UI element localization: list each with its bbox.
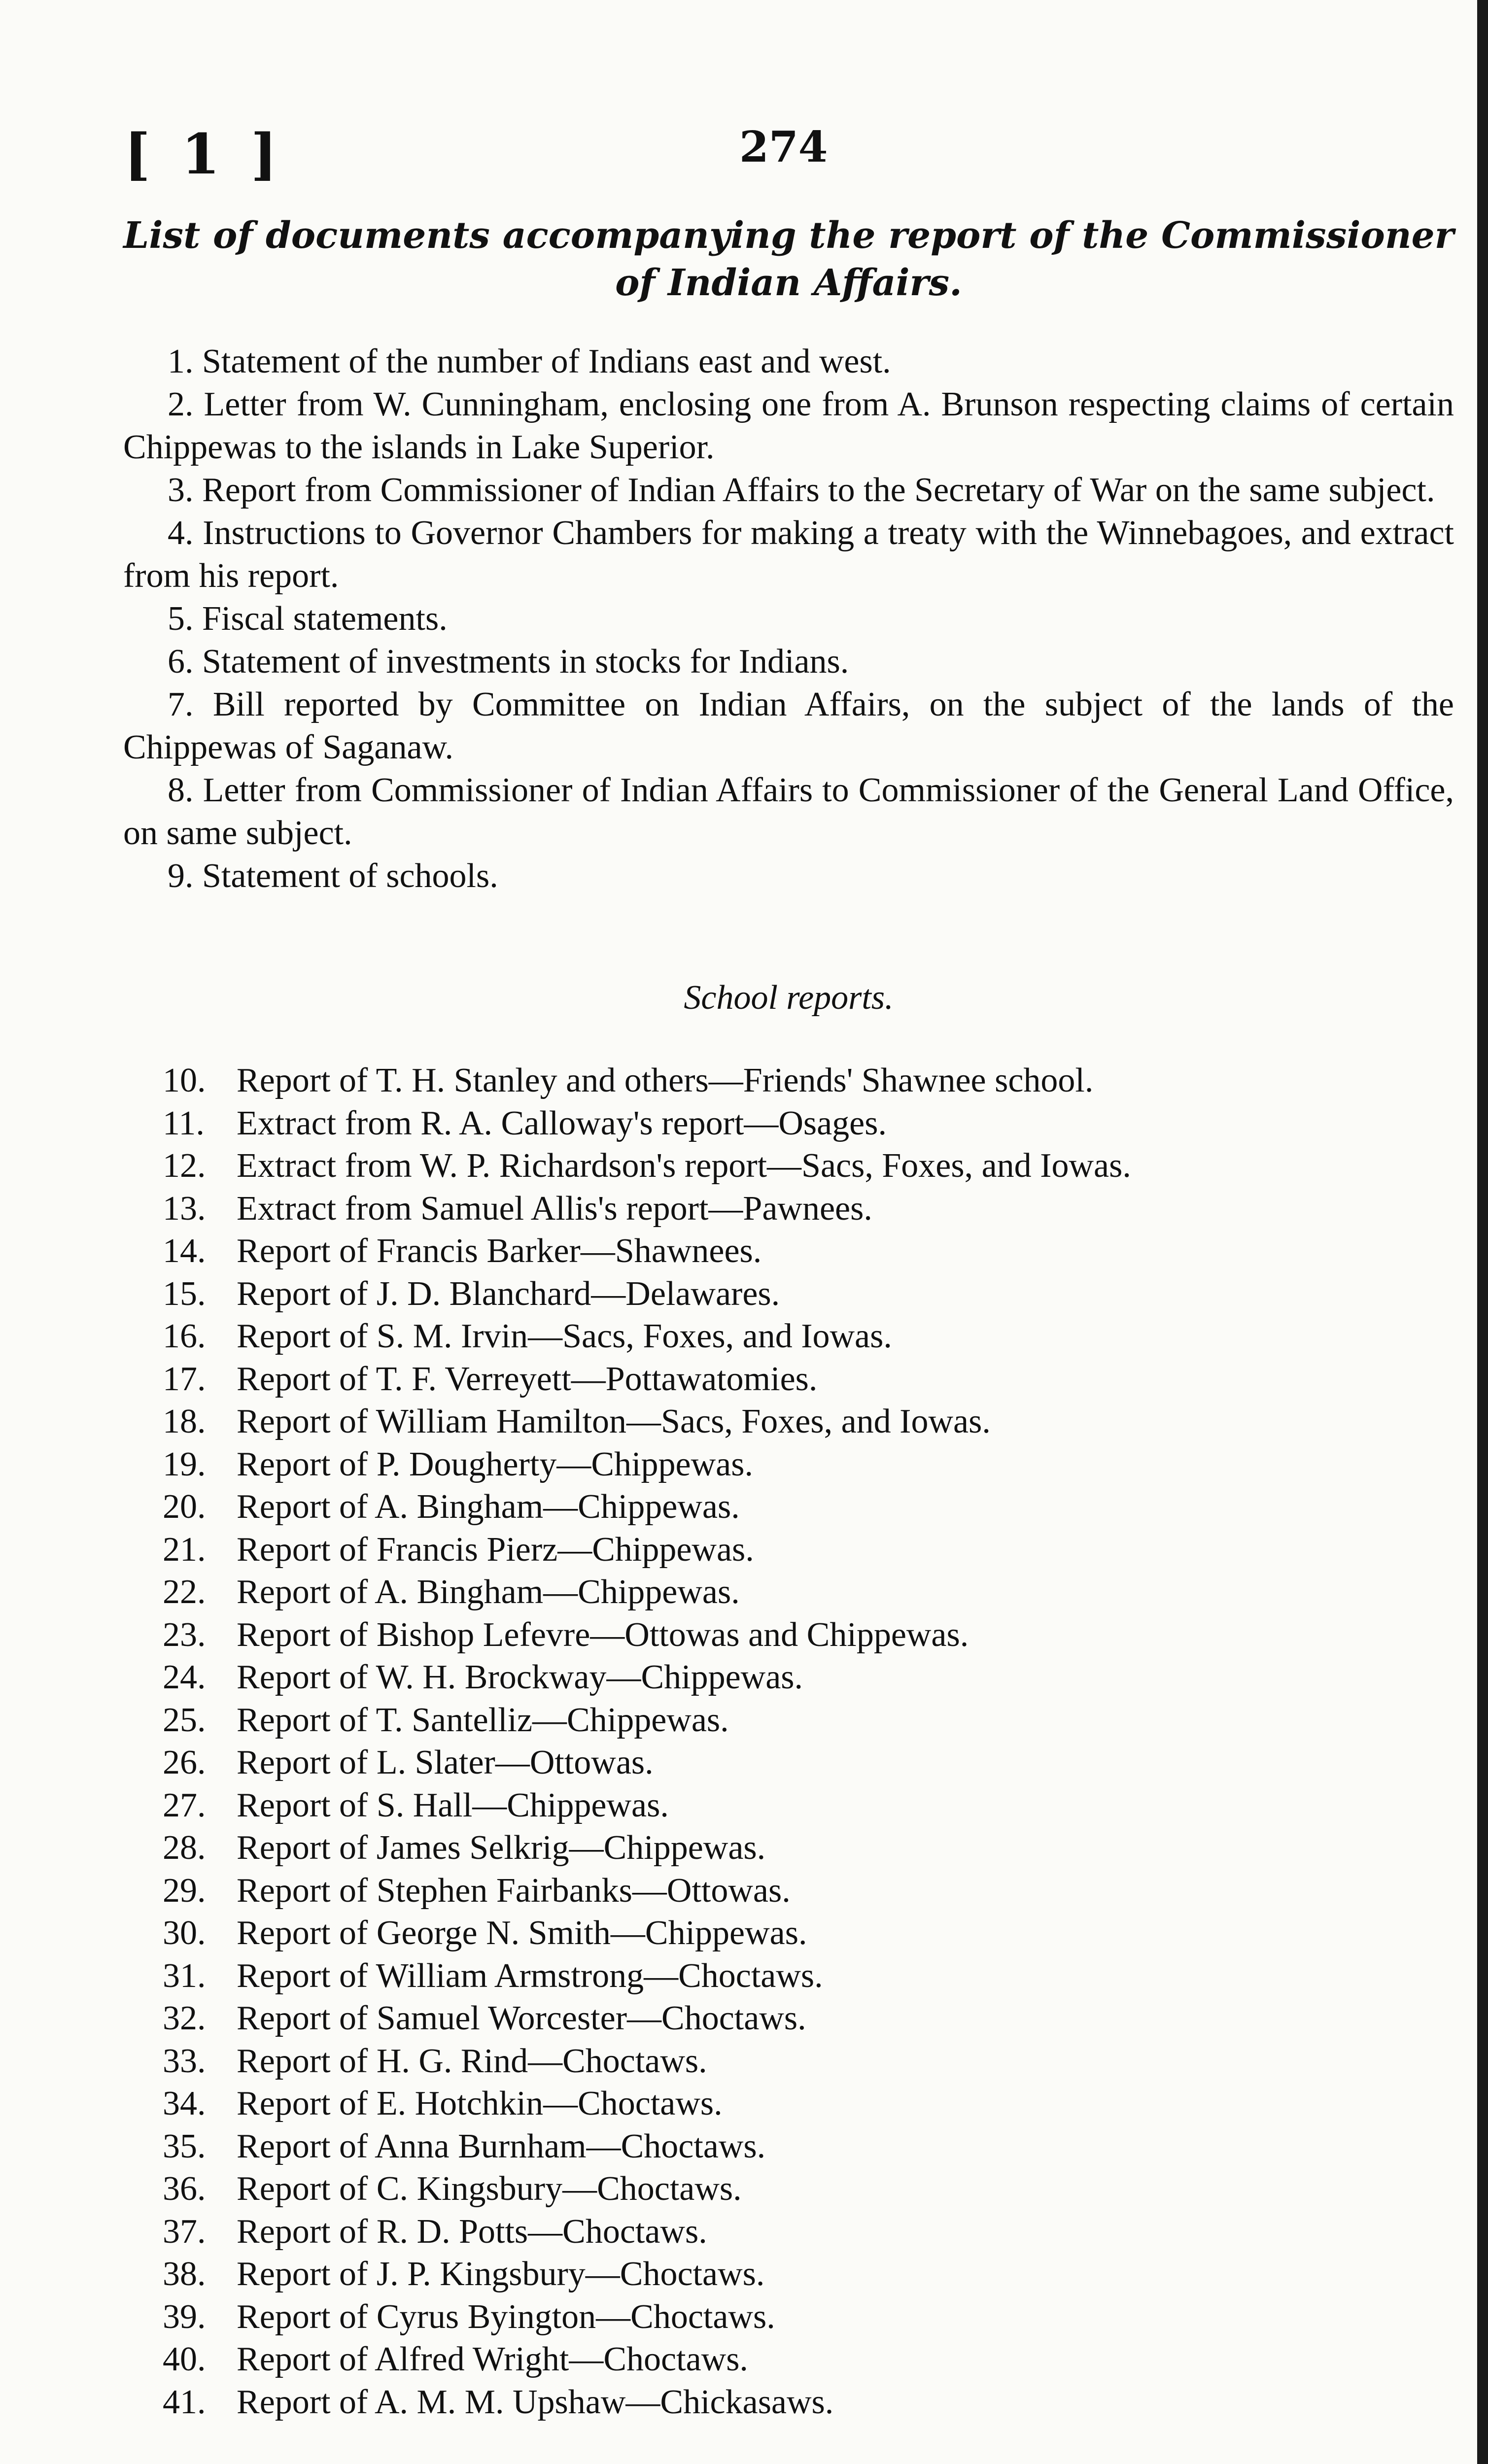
list-item <box>123 469 1454 512</box>
item-text: Report of Alfred Wright—Choctaws. <box>237 2340 748 2378</box>
item-number: 16. <box>163 1317 206 1355</box>
item-text: Extract from Samuel Allis's report—Pawnees. <box>237 1189 872 1228</box>
page-number: 274 <box>739 122 828 172</box>
item-text: Report of J. D. Blanchard—Delawares. <box>237 1274 780 1313</box>
item-text: Statement of the number of Indians east and west. <box>202 342 891 380</box>
list-item <box>163 2253 1395 2296</box>
item-number: 39. <box>163 2297 206 2336</box>
list-item <box>163 2296 1395 2339</box>
item-number: 38. <box>163 2255 206 2293</box>
item-number: 40. <box>163 2340 206 2378</box>
item-number: 37. <box>163 2212 206 2251</box>
list-item <box>163 1486 1395 1529</box>
item-text: Report of A. M. M. Upshaw—Chickasaws. <box>237 2383 834 2421</box>
item-number: 7. <box>168 685 194 723</box>
item-number: 3. <box>168 471 194 509</box>
item-number: 4. <box>168 514 194 552</box>
list-item <box>163 1443 1395 1486</box>
list-item <box>123 640 1454 683</box>
list-item <box>163 1401 1395 1443</box>
item-number: 10. <box>163 1061 206 1099</box>
item-number: 9. <box>168 857 194 895</box>
item-number: 15. <box>163 1274 206 1313</box>
list-item <box>123 512 1454 597</box>
item-text: Report of Bishop Lefevre—Ottowas and Chippewas. <box>237 1615 969 1654</box>
list-item <box>163 1997 1395 2040</box>
list-item <box>163 2381 1395 2424</box>
item-number: 26. <box>163 1744 206 1781</box>
item-number: 24. <box>163 1658 206 1696</box>
item-number: 28. <box>163 1829 206 1867</box>
list-item <box>163 1656 1395 1699</box>
list-item <box>163 1571 1395 1614</box>
item-text: Report from Commissioner of Indian Affairs to the Secretary of War on the same subject. <box>202 471 1435 509</box>
item-number: 23. <box>163 1615 206 1654</box>
item-text: Report of Cyrus Byington—Choctaws. <box>237 2297 775 2336</box>
list-item <box>163 2040 1395 2083</box>
item-number: 14. <box>163 1232 206 1270</box>
list-item <box>163 1102 1395 1145</box>
list-item <box>163 1827 1395 1870</box>
list-item <box>163 1784 1395 1827</box>
item-text: Report of W. H. Brockway—Chippewas. <box>237 1658 803 1696</box>
item-text: Report of George N. Smith—Chippewas. <box>237 1914 807 1952</box>
item-text: Extract from R. A. Calloway's report—Osages. <box>237 1104 887 1142</box>
list-item <box>163 1699 1395 1742</box>
item-text: Fiscal statements. <box>202 600 448 638</box>
item-number: 5. <box>168 600 194 638</box>
list-item <box>163 2211 1395 2254</box>
list-item <box>163 1358 1395 1401</box>
item-number: 12. <box>163 1147 206 1185</box>
list-item <box>163 1188 1395 1231</box>
item-number: 22. <box>163 1573 206 1611</box>
documents-list <box>123 340 1454 897</box>
item-number: 27. <box>163 1786 206 1824</box>
item-text: Report of William Armstrong—Choctaws. <box>237 1956 823 1995</box>
item-text: Report of William Hamilton—Sacs, Foxes, and Iowas. <box>237 1403 991 1440</box>
item-number: 21. <box>163 1530 206 1569</box>
item-text: Report of Anna Burnham—Choctaws. <box>237 2127 766 2165</box>
item-text: Instructions to Governor Chambers for making a treaty with the Winnebagoes, and extract from his report. <box>123 514 1454 595</box>
item-text: Report of C. Kingsbury—Choctaws. <box>237 2170 742 2208</box>
list-item <box>123 340 1454 383</box>
list-item <box>163 2083 1395 2125</box>
list-item <box>163 2168 1395 2211</box>
item-text: Report of Samuel Worcester—Choctaws. <box>237 1999 806 2037</box>
item-text: Report of A. Bingham—Chippewas. <box>237 1573 740 1611</box>
list-item <box>163 1614 1395 1657</box>
item-text: Statement of investments in stocks for Indians. <box>202 643 849 681</box>
item-number: 18. <box>163 1403 206 1440</box>
item-number: 2. <box>168 385 194 423</box>
item-text: Extract from W. P. Richardson's report—Sacs, Foxes, and Iowas. <box>237 1147 1131 1185</box>
item-text: Report of E. Hotchkin—Choctaws. <box>237 2085 723 2122</box>
school-reports-list <box>163 1060 1395 2424</box>
item-number: 35. <box>163 2127 206 2165</box>
document-title: List of documents accompanying the report of the Commissioner of Indian Affairs. <box>123 214 1454 304</box>
item-number: 34. <box>163 2085 206 2122</box>
list-item <box>123 597 1454 640</box>
list-item <box>123 769 1454 855</box>
list-item <box>163 1529 1395 1572</box>
item-text: Report of James Selkrig—Chippewas. <box>237 1829 766 1867</box>
item-text: Bill reported by Committee on Indian Affairs, on the subject of the lands of the Chippewas of Saganaw. <box>123 685 1454 766</box>
item-text: Report of R. D. Potts—Choctaws. <box>237 2212 707 2251</box>
item-number: 6. <box>168 643 194 681</box>
list-item <box>163 1955 1395 1998</box>
item-number: 11. <box>163 1104 205 1142</box>
item-number: 33. <box>163 2042 206 2080</box>
item-text: Letter from W. Cunningham, enclosing one from A. Brunson respecting claims of certain Chippewas to the islands in Lake Superior. <box>123 385 1454 466</box>
item-text: Report of T. H. Stanley and others—Friends' Shawnee school. <box>237 1061 1094 1099</box>
item-text: Letter from Commissioner of Indian Affairs to Commissioner of the General Land Office, on same subject. <box>123 771 1454 852</box>
list-item <box>163 2338 1395 2381</box>
list-item <box>163 2125 1395 2168</box>
item-text: Report of T. F. Verreyett—Pottawatomies. <box>237 1360 818 1398</box>
item-text: Report of H. G. Rind—Choctaws. <box>237 2042 707 2080</box>
section-heading: School reports. <box>684 979 894 1017</box>
item-text: Statement of schools. <box>202 857 498 895</box>
item-text: Report of P. Dougherty—Chippewas. <box>237 1445 753 1483</box>
item-text: Report of L. Slater—Ottowas. <box>237 1744 654 1781</box>
item-text: Report of J. P. Kingsbury—Choctaws. <box>237 2255 765 2293</box>
item-number: 8. <box>168 771 194 809</box>
list-item <box>163 1742 1395 1784</box>
list-item <box>123 683 1454 769</box>
item-number: 29. <box>163 1871 206 1910</box>
item-text: Report of T. Santelliz—Chippewas. <box>237 1701 729 1739</box>
item-text: Report of Francis Barker—Shawnees. <box>237 1232 762 1270</box>
item-number: 17. <box>163 1360 206 1398</box>
list-item <box>123 855 1454 897</box>
item-number: 25. <box>163 1701 206 1739</box>
list-item <box>163 1145 1395 1188</box>
item-number: 32. <box>163 1999 206 2037</box>
list-item <box>163 1870 1395 1913</box>
item-number: 20. <box>163 1488 206 1526</box>
item-number: 19. <box>163 1445 206 1483</box>
item-text: Report of Stephen Fairbanks—Ottowas. <box>237 1871 791 1910</box>
item-number: 1. <box>168 342 194 380</box>
item-number: 31. <box>163 1956 206 1995</box>
item-number: 13. <box>163 1189 206 1228</box>
item-number: 30. <box>163 1914 206 1952</box>
item-text: Report of Francis Pierz—Chippewas. <box>237 1530 754 1569</box>
item-number: 41. <box>163 2383 206 2421</box>
list-item <box>163 1315 1395 1358</box>
list-item <box>163 1273 1395 1316</box>
item-text: Report of S. Hall—Chippewas. <box>237 1786 669 1824</box>
list-item <box>163 1230 1395 1273</box>
item-number: 36. <box>163 2170 206 2208</box>
list-item <box>123 383 1454 469</box>
list-item <box>163 1060 1395 1102</box>
document-number: [ 1 ] <box>124 122 283 187</box>
item-text: Report of A. Bingham—Chippewas. <box>237 1488 740 1526</box>
list-item <box>163 1912 1395 1955</box>
item-text: Report of S. M. Irvin—Sacs, Foxes, and Iowas. <box>237 1317 892 1355</box>
